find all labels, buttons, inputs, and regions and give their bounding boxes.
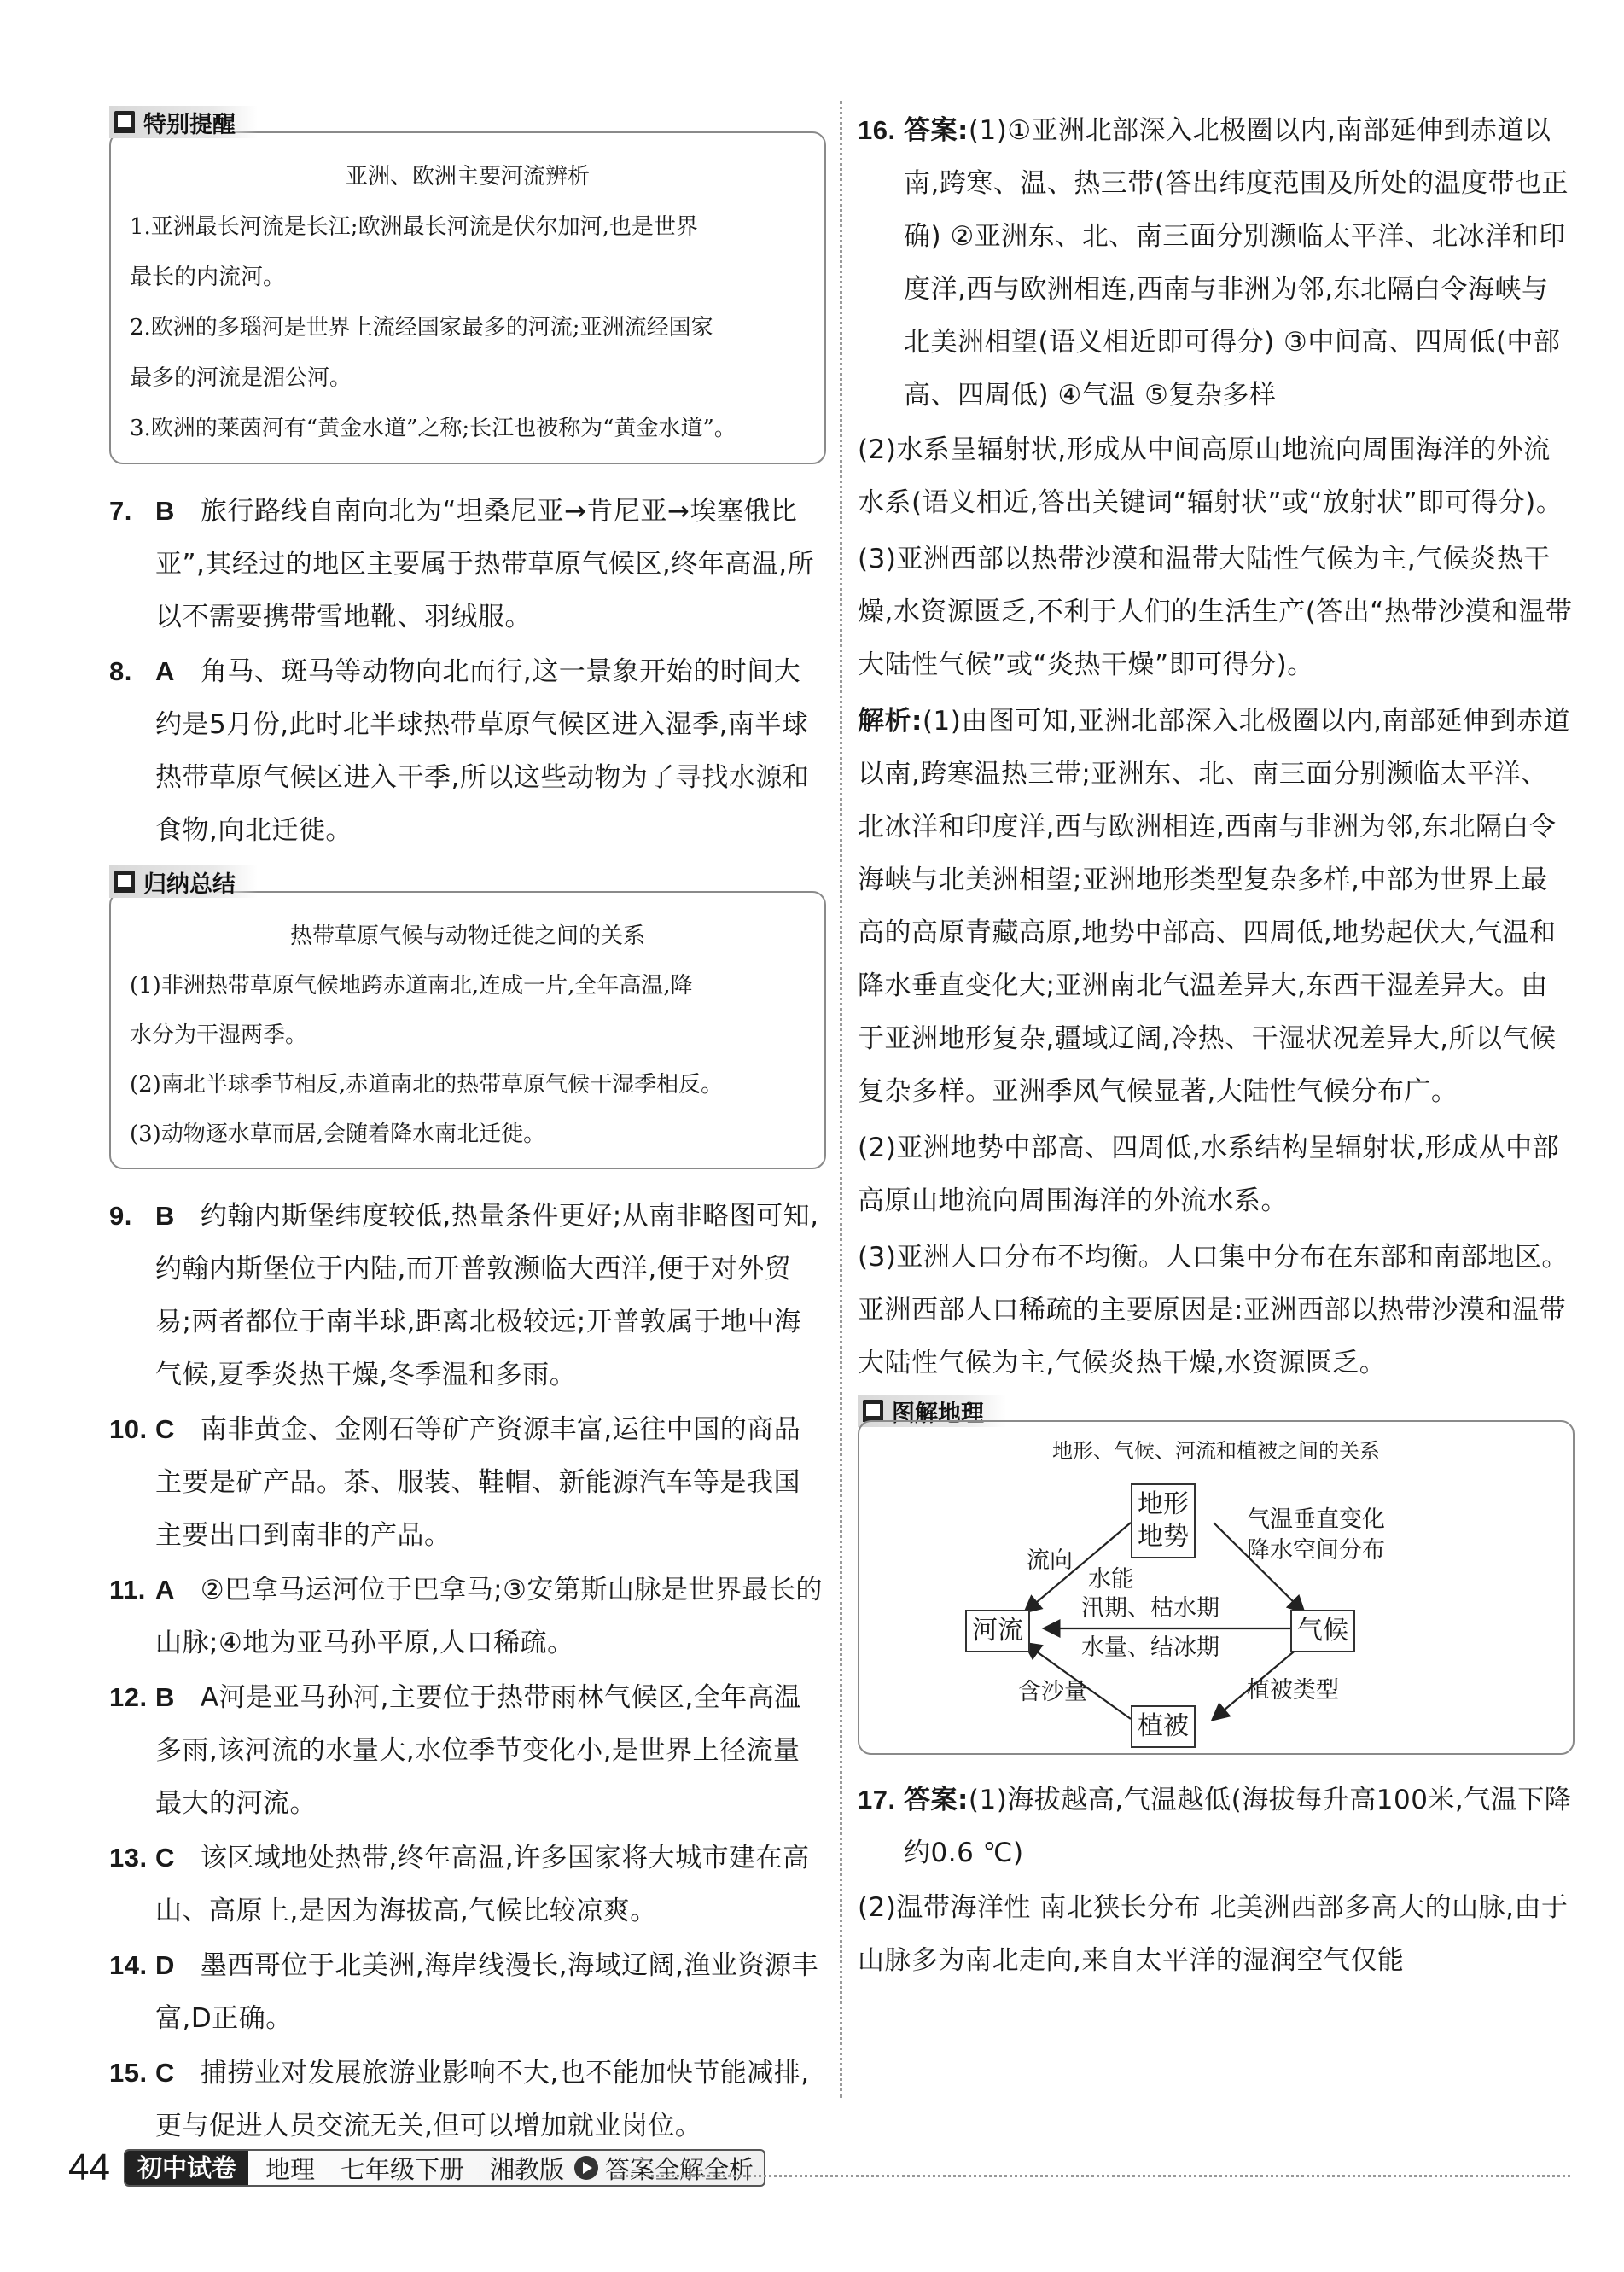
item-number: 10. xyxy=(109,1414,148,1444)
node-river: 河流 xyxy=(965,1610,1030,1652)
answer-item-14 xyxy=(109,1939,826,2045)
answer-part-2: (2)温带海洋性 南北狭长分布 北美洲西部多高大的山脉,由于山脉多为南北走向,来自太平洋的湿润空气仅能 xyxy=(858,1892,1569,1976)
answer-explanation: 捕捞业对发展旅游业影响不大,也不能加快节能减排,更与促进人员交流无关,但可以增加就业岗位。 xyxy=(155,2058,810,2141)
tip-title: 亚洲、欧洲主要河流辨析 xyxy=(345,164,590,189)
tip-line: (3)动物逐水草而居,会随着降水南北迁徙。 xyxy=(130,1121,546,1147)
left-column xyxy=(109,101,826,2154)
answer-item-13 xyxy=(109,1832,826,1937)
label-flood-season: 汛期、枯水期 xyxy=(1081,1595,1219,1622)
node-terrain-line1: 地形 xyxy=(1138,1489,1189,1519)
tip-line: 3.欧洲的莱茵河有“黄金水道”之称;长江也被称为“黄金水道”。 xyxy=(130,416,736,441)
item-number: 16. xyxy=(858,115,896,145)
answer-item-16 xyxy=(858,104,1575,422)
answer-part-3: (3)亚洲西部以热带沙漠和温带大陆性气候为主,气候炎热干燥,水资源匮乏,不利于人们的生活生产(答出“热带沙漠和温带大陆性气候”或“炎热干燥”即可得分)。 xyxy=(858,544,1573,680)
tip-tag-label: 归纳总结 xyxy=(143,871,236,898)
item-number: 7. xyxy=(109,496,132,526)
tip-body xyxy=(109,131,826,464)
item-number: 9. xyxy=(109,1201,132,1231)
tip-line: 2.欧洲的多瑙河是世界上流经国家最多的河流;亚洲流经国家 xyxy=(130,315,713,341)
right-column xyxy=(858,101,1575,1990)
answer-letter: D xyxy=(155,1950,175,1980)
answer-explanation: 南非黄金、金刚石等矿产资源丰富,运往中国的商品主要是矿产品。茶、服装、鞋帽、新能源汽车等是我国主要出口到南非的产品。 xyxy=(155,1414,801,1551)
answer-item-12 xyxy=(109,1671,826,1830)
answer-letter: B xyxy=(155,1682,175,1712)
answer-item-17 xyxy=(858,1774,1575,1879)
answer-letter: B xyxy=(155,1201,175,1231)
answer-letter: A xyxy=(155,1575,175,1605)
play-icon xyxy=(574,2156,598,2180)
label-sediment: 含沙量 xyxy=(1018,1679,1087,1705)
tip-tag xyxy=(109,865,258,898)
tip-box-special-reminder xyxy=(109,111,826,464)
answer-explanation: 该区域地处热带,终年高温,许多国家将大城市建在高山、高原上,是因为海拔高,气候比较凉爽。 xyxy=(155,1843,810,1926)
tip-title: 热带草原气候与动物迁徙之间的关系 xyxy=(289,923,645,949)
node-terrain xyxy=(1131,1483,1196,1558)
grade: 七年级下册 xyxy=(340,2154,464,2184)
analysis-part-2: (2)亚洲地势中部高、四周低,水系结构呈辐射状,形成从中部高原山地流向周围海洋的外流水系。 xyxy=(858,1133,1560,1216)
answer-letter: C xyxy=(155,1843,175,1873)
item-number: 17. xyxy=(858,1785,896,1815)
analysis-label: 解析: xyxy=(858,706,923,737)
tip-line: 最多的河流是湄公河。 xyxy=(130,365,352,391)
answer-explanation: 角马、斑马等动物向北而行,这一景象开始的时间大约是5月份,此时北半球热带草原气候区进入湿季,南半球热带草原气候区进入干季,所以这些动物为了寻找水源和食物,向北迁徙。 xyxy=(155,656,810,846)
label-temp-vertical: 气温垂直变化 xyxy=(1247,1506,1385,1533)
tip-line: (1)非洲热带草原气候地跨赤道南北,连成一片,全年高温,降 xyxy=(130,973,693,999)
tip-tag-label: 特别提醒 xyxy=(143,111,236,138)
answer-part-1: (1)①亚洲北部深入北极圈以内,南部延伸到赤道以南,跨寒、温、热三带(答出纬度范围及所处的温度带也正确) ②亚洲东、北、南三面分别濒临太平洋、北冰洋和印度洋,西与欧洲相连,西南与非洲为邻,东北隔白令海峡与北美洲相望(语义相近即可得分) ③中间高、四周低(中部高、四周低) ④气温 ⑤复杂多样 xyxy=(904,115,1569,411)
node-vegetation: 植被 xyxy=(1131,1705,1196,1748)
analysis-part-1 xyxy=(858,695,1575,1118)
book-icon xyxy=(114,871,135,893)
node-terrain-line2: 地势 xyxy=(1138,1522,1189,1552)
answer-item-11 xyxy=(109,1564,826,1669)
item-number: 12. xyxy=(109,1682,148,1712)
series-name: 初中试卷 xyxy=(125,2151,248,2185)
page-footer xyxy=(68,2142,765,2193)
item-number: 13. xyxy=(109,1843,148,1873)
answer-label: 答案: xyxy=(904,115,969,146)
tip-tag-label: 图解地理 xyxy=(892,1400,984,1427)
analysis-part-3: (3)亚洲人口分布不均衡。人口集中分布在东部和南部地区。亚洲西部人口稀疏的主要原因是:亚洲西部以热带沙漠和温带大陆性气候为主,气候炎热干燥,水资源匮乏。 xyxy=(858,1242,1569,1378)
answer-explanation: ②巴拿马运河位于巴拿马;③安第斯山脉是世界最长的山脉;④地为亚马孙平原,人口稀疏。 xyxy=(155,1575,823,1658)
answer-item-15 xyxy=(109,2047,826,2153)
tip-tag xyxy=(109,106,258,138)
diagram-arrows xyxy=(859,1422,1576,1753)
label-precip-spatial: 降水空间分布 xyxy=(1247,1537,1385,1564)
tip-line: 1.亚洲最长河流是长江;欧洲最长河流是伏尔加河,也是世界 xyxy=(130,214,698,240)
answer-part-1: (1)海拔越高,气温越低(海拔每升高100米,气温下降约0.6 ℃) xyxy=(904,1785,1572,1868)
footer-bar xyxy=(124,2149,765,2187)
label-water-volume: 水量、结冰期 xyxy=(1081,1634,1219,1661)
answer-item-10 xyxy=(109,1403,826,1562)
diagram-title: 地形、气候、河流和植被之间的关系 xyxy=(1052,1439,1380,1463)
analysis-text: (1)由图可知,亚洲北部深入北极圈以内,南部延伸到赤道以南,跨寒温热三带;亚洲东、北、南三面分别濒临太平洋、北冰洋和印度洋,西与欧洲相连,西南与非洲为邻,东北隔白令海峡与北美洲相望;亚洲地形类型复杂多样,中部为世界上最高的高原青藏高原,地势中部高、四周低,地势起伏大,气温和降水垂直变化大;亚洲南北气温差异大,东西干湿差异大。由于亚洲地形复杂,疆域辽阔,冷热、干湿状况差异大,所以气候复杂多样。亚洲季风气候显著,大陆性气候分布广。 xyxy=(858,706,1571,1107)
book-icon xyxy=(114,111,135,133)
answer-letter: B xyxy=(155,496,175,526)
answer-letter: A xyxy=(155,656,175,686)
edition: 湘教版 xyxy=(490,2154,565,2184)
subject: 地理 xyxy=(265,2154,315,2184)
answer-letter: C xyxy=(155,2058,175,2088)
answer-item-8 xyxy=(109,645,826,857)
answer-item-7 xyxy=(109,485,826,644)
diagram-box xyxy=(858,1420,1575,1755)
book-icon xyxy=(863,1400,883,1422)
answer-letter: C xyxy=(155,1414,175,1444)
node-climate: 气候 xyxy=(1290,1610,1355,1652)
label-vegetation-type: 植被类型 xyxy=(1247,1677,1339,1704)
item-number: 14. xyxy=(109,1950,148,1980)
column-divider xyxy=(840,101,842,2098)
page-number: 44 xyxy=(68,2147,110,2188)
answer-part-2: (2)水系呈辐射状,形成从中间高原山地流向周围海洋的外流水系(语义相近,答出关键词“辐射状”或“放射状”即可得分)。 xyxy=(858,434,1563,518)
item-number: 15. xyxy=(109,2058,148,2088)
tip-line: 水分为干湿两季。 xyxy=(130,1022,308,1048)
answer-explanation: 约翰内斯堡纬度较低,热量条件更好;从南非略图可知,约翰内斯堡位于内陆,而开普敦濒临大西洋,便于对外贸易;两者都位于南半球,距离北极较远;开普敦属于地中海气候,夏季炎热干燥,冬季温和多雨。 xyxy=(155,1201,819,1390)
answer-explanation: A河是亚马孙河,主要位于热带雨林气候区,全年高温多雨,该河流的水量大,水位季节变化小,是世界上径流量最大的河流。 xyxy=(155,1682,801,1819)
tip-line: 最长的内流河。 xyxy=(130,265,286,290)
label-flow-direction: 流向 xyxy=(1027,1547,1073,1574)
answer-explanation: 墨西哥位于北美洲,海岸线漫长,海域辽阔,渔业资源丰富,D正确。 xyxy=(155,1950,818,2034)
answer-item-9 xyxy=(109,1190,826,1401)
tip-line: (2)南北半球季节相反,赤道南北的热带草原气候干湿季相反。 xyxy=(130,1072,724,1098)
tip-box-summary xyxy=(109,871,826,1169)
item-number: 11. xyxy=(109,1575,146,1605)
label-water-energy: 水能 xyxy=(1088,1566,1134,1593)
diagram-geography xyxy=(858,1400,1575,1755)
item-number: 8. xyxy=(109,656,132,686)
tip-body xyxy=(109,891,826,1169)
answer-explanation: 旅行路线自南向北为“坦桑尼亚→肯尼亚→埃塞俄比亚”,其经过的地区主要属于热带草原气候区,终年高温,所以不需要携带雪地靴、羽绒服。 xyxy=(155,496,815,632)
answer-label: 答案: xyxy=(904,1785,969,1815)
footer-label: 答案全解全析 xyxy=(605,2154,754,2184)
footer-dotted-line xyxy=(614,2175,1570,2177)
